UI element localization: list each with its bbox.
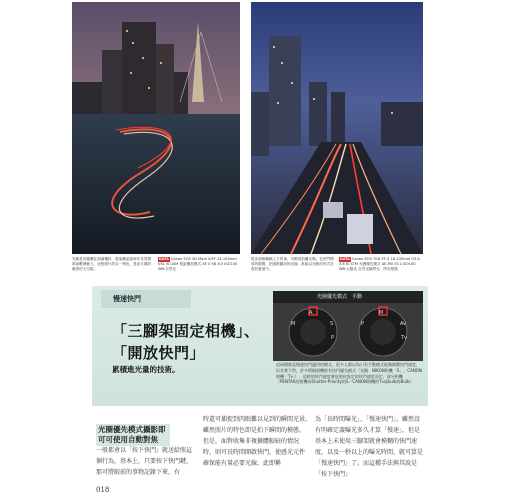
- page-number: 018: [96, 486, 110, 494]
- panel-subline: 累積進光量的技術。: [112, 365, 180, 374]
- panel-tab: 慢速快門: [101, 290, 191, 308]
- svg-text:M: M: [379, 310, 384, 316]
- svg-text:Tv: Tv: [401, 335, 408, 341]
- right-photo-data: [339, 257, 423, 273]
- dial-title: 光圈優先模式 手動: [273, 291, 423, 303]
- svg-text:M: M: [291, 321, 296, 327]
- mode-dial-photo: [273, 303, 423, 361]
- headline-line-2: 「開放快門」: [112, 344, 206, 362]
- left-photo-data-text: Canon EOS 5D Mark II/EF 24-105mm f/4L IS USM 焦距機長模式 AE 0 f/8 8.5 ISO100 WB:自然光: [158, 257, 238, 272]
- article-column-1: 一般都會以「按下快門」就送給照這個行為，基本上，只要按下快門鍵，那可將眼前的事物記錄下來，有: [96, 447, 193, 476]
- left-photo-data: [158, 257, 240, 273]
- section-title: 光圈優先模式攝影即可可使用自動對焦: [96, 424, 170, 446]
- svg-text:S: S: [330, 321, 334, 327]
- right-photo-caption: 從步道俯瞰橋上方的車，可輕易拍攝光軌。在快門開放的期間，把道路隨前的光線，都能以光軌的形式呈現於畫面中。: [251, 257, 334, 272]
- right-caption-block: [251, 257, 423, 273]
- data-label: DATA: [340, 257, 350, 261]
- article-column-2: 時還可捕捉到肉眼難以見到的瞬間光景。 雖然照片的特色即是拍下瞬間的模態，但是，面對收集非複擴體較暗的情況時，則可長時間開啟快門，使感光元件確保能有量必要光線，此即稱: [203, 416, 315, 467]
- dial-caption: 這兩種都是慢速快門適用的模式。很多人都以為只有手動模式能夠調整快門速度，但其實不然，許多單眼相機都有快門優先模式（光圈：NIKON相機「S」、CANON相機「Tv」），這時的快門速度會依照你設定的快門速度而定。部分相機（PENTAX的相機為Shutter-Priority的S／CANON相機的Tv或bulb的Bulb）: [276, 362, 422, 385]
- svg-text:P: P: [361, 321, 365, 327]
- svg-text:A: A: [309, 310, 313, 316]
- svg-text:P: P: [331, 335, 335, 341]
- left-caption-block: [72, 257, 240, 273]
- svg-text:Av: Av: [400, 321, 407, 327]
- left-photo-caption: 光軌是長曝攝住到調樓料，進而構更能幹穿長景間境添數發動力，這張照片的另一特色，是高方碼的範度的天空啦。: [72, 257, 152, 272]
- panel-headline: [112, 320, 260, 364]
- headline-line-1: 「三腳架固定相機」、: [112, 322, 260, 340]
- right-highway-photo: [251, 2, 423, 254]
- data-label: DATA: [159, 257, 169, 261]
- right-photo-data-text: Canon EOS 70D EF-S 18-135mm f/3.5-5.6 IS STM 光圈優先模式 AE-M0 f/11 ISO100 WB:太陽光 自然光線閃光：閃光燈無: [339, 257, 421, 272]
- article-column-3: 為「長時間曝光」、「慢速快門」。雖然沒有明確定義曝光多久才算「慢速」，但是基本上未使用三腳架就會模糊的快門速度，以及一秒以上的曝光時間，就可算是「慢速快門」了。而這種手法與其說是「按下快門」: [315, 416, 424, 478]
- left-night-photo: [72, 2, 240, 254]
